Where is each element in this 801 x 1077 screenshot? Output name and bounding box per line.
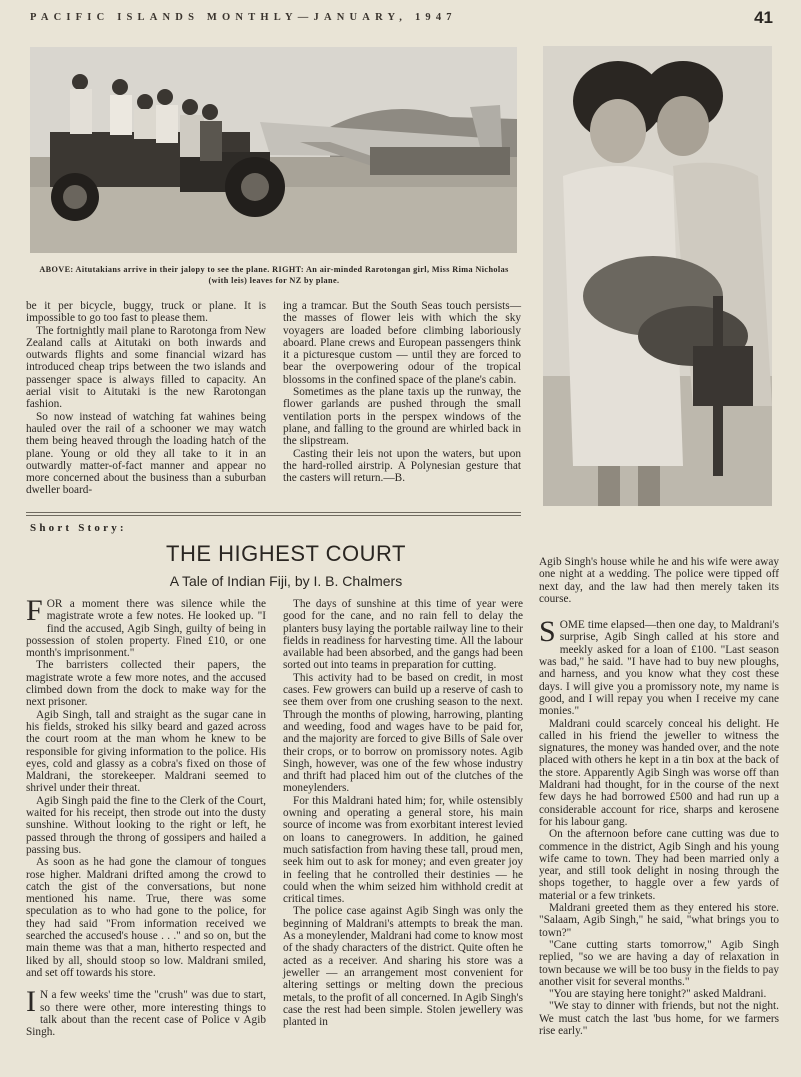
photo-caption: ABOVE: Aitutakians arrive in their jalopy to see the plane. RIGHT: An air-minded Rarotongan girl, Miss Rima Nicholas (with leis) leaves for NZ by plane.	[39, 265, 509, 285]
story-paragraph: Maldrani greeted them as they entered his store. "Salaam, Agib Singh," he said, "what brings you to town?"	[539, 902, 779, 939]
story-paragraph: N a few weeks' time the "crush" was due to start, so there were other, more interesting things to talk about than the recent case of Police v Agib Singh.	[26, 989, 266, 1039]
story-paragraph: Agib Singh, tall and straight as the sugar cane in his fields, stroked his silky beard and gazed across the court room at the man whom he knew to be responsible for giving information to the police. His eyes, cold and glassy as a cobra's fixed on those of Maldrani, the storekeeper. Maldrani seemed to shrivel under their threat.	[26, 708, 266, 795]
story-paragraph: As soon as he had gone the clamour of tongues rose higher. Maldrani drifted among the crowd to catch the gist of the conversations, but none mentioned his name. True, there was some speculation as to who had gone to the police, for they had said "From information received we searched the accused's house . . ." and so on, but the main theme was that a man, hitherto respected and liked by all, should stoop so low. Maldrani smiled, and set off towards his store.	[26, 856, 266, 979]
drop-cap: I	[26, 985, 36, 1019]
section-label: Short Story:	[30, 522, 127, 534]
drop-cap: F	[26, 594, 43, 627]
section-divider	[26, 515, 521, 516]
story-paragraph: On the afternoon before cane cutting was due to commence in the district, Agib Singh and his young wife came to town. They had been married only a year, and still took delight in nosing through the shops together, to haggle over a few yards of material or a few trinkets.	[539, 828, 779, 902]
story-paragraph: "You are staying here tonight?" asked Maldrani.	[549, 988, 767, 1001]
page-number: 41	[754, 8, 773, 27]
section-divider	[26, 512, 521, 513]
story-column-1	[26, 594, 266, 1039]
story-paragraph: This activity had to be based on credit, in most cases. Few growers can build up a reserve of cash to see them over from one crushing season to the next. Through the months of plowing, harrowing, planting and weeding, food and wages have to be paid for, and the majority are forced to give Bills of Sale over their crops, or to borrow on promissory notes. Agib Singh, however, was one of the few whose industry and thrift had placed him out of the clutches of the moneylenders.	[283, 671, 523, 795]
story-paragraph: Agib Singh paid the fine to the Clerk of the Court, waited for his receipt, then strode out into the dusty sunshine. Without looking to the right or left, he passed through the throng of gossipers and hailed a passing bus.	[26, 794, 266, 856]
rarotongan-girl-photo	[543, 46, 772, 506]
story-paragraph: "We stay to dinner with friends, but not the night. We must catch the last 'bus home, for we farmers rise early."	[539, 1000, 779, 1037]
drop-cap: S	[539, 615, 556, 649]
article-paragraph: ing a tramcar. But the South Seas touch persists—the masses of flower leis with which the sky voyagers are loaded before climbing laboriously aboard. Plane crews and European passengers think it a picturesque custom — until they are forced to bear the overpowering odour of the tropical blossoms in the confined space of the plane's cabin.	[283, 300, 521, 386]
story-paragraph: "Cane cutting starts tomorrow," Agib Singh replied, "so we are having a day of relaxation in town because we will be too busy in the fields to pay another visit for several months."	[539, 938, 779, 988]
story-column-2	[283, 598, 523, 1028]
magazine-header: PACIFIC ISLANDS MONTHLY—JANUARY, 1947	[30, 12, 457, 23]
story-paragraph: The barristers collected their papers, the magistrate wrote a few more notes, and the accused climbed down from the dock to make way for the next prisoner.	[26, 659, 266, 709]
story-paragraph: Agib Singh's house while he and his wife were away one night at a wedding. The police were tipped off next day, and the law had then merely taken its course.	[539, 556, 779, 605]
article-column-2	[283, 300, 521, 484]
article-paragraph: Casting their leis not upon the waters, but upon the hard-rolled airstrip. A Polynesian gesture that the casters will return.—B.	[283, 447, 521, 485]
article-column-1	[26, 300, 266, 497]
story-paragraph: OME time elapsed—then one day, to Maldrani's surprise, Agib Singh called at his store and meekly asked for a loan of £100. "Last season was bad," he said. "I have had to buy new ploughs, and harness, and you know what they cost these days. I will give you a promissory note, my name is good, and I will repay you when I receive my cane monies."	[539, 619, 779, 718]
story-paragraph: For this Maldrani hated him; for, while ostensibly owning and operating a general store, his main source of income was from exorbitant interest levied on loans to canegrowers. In addition, he gained much satisfaction from having these tall, proud men, seek him out to ask for money; and even greater joy in feeling that he controlled their destinies — he could when the whim seized him withhold credit at critical times.	[283, 794, 523, 906]
story-paragraph: Maldrani could scarcely conceal his delight. He called in his friend the jeweller to witness the signatures, the money was handed over, and the note placed with others he kept in a tin box at the back of the store. Apparently Agib Singh was worse off than Maldrani had thought, for in the course of the next few days he had borrowed £500 and had run up a considerable account for rice, sharps and kerosene for his labour gang.	[539, 717, 779, 828]
article-paragraph: Sometimes as the plane taxis up the runway, the flower garlands are pushed through the small ventilation ports in the perspex windows of the plane, and falling to the ground are whirled back in the slipstream.	[283, 386, 521, 448]
story-column-3	[539, 556, 779, 1037]
article-paragraph: be it per bicycle, buggy, truck or plane. It is impossible to go too fast to please them.	[26, 300, 266, 325]
article-paragraph: So now instead of watching fat wahines being hauled over the rail of a schooner we may watch them being heaved through the loading hatch of the plane. Young or old they all take to it in an outwardly matter-of-fact manner and appear no more concerned about the business than a suburban dweller board-	[26, 410, 266, 497]
story-subtitle: A Tale of Indian Fiji, by I. B. Chalmers	[169, 573, 403, 589]
story-paragraph: OR a moment there was silence while the magistrate wrote a few notes. He looked up. "I find the accused, Agib Singh, guilty of being in possession of stolen property. Fined £10, or one month's imprisonment."	[26, 598, 266, 660]
article-paragraph: The fortnightly mail plane to Rarotonga from New Zealand calls at Aitutaki on both inwards and outwards flights and some financial wizard has introduced cheap trips between the two islands and passenger space is always filled to capacity. An aerial visit to Aitutaki is the new Rarotongan fashion.	[26, 324, 266, 411]
story-title: THE HIGHEST COURT	[166, 541, 406, 566]
jalopy-photo	[30, 47, 517, 253]
story-paragraph: The days of sunshine at this time of year were good for the cane, and no rain fell to delay the planters busy laying the portable railway line to their fields in readiness for harvesting time. All the labour available had been absorbed, and the gangs had been sorted out into teams in preparation for cutting.	[283, 598, 523, 672]
story-paragraph: The police case against Agib Singh was only the beginning of Maldrani's attempts to break the man. As a moneylender, Maldrani had come to know most of the shady characters of the district. Quite often he acted as a receiver. And sharing his store was a jeweller — an arrangement most convenient for altering settings or melting down the precious metals, to the profit of all concerned. In Agib Singh's case the rest had been simple. Stolen jewellery was planted in	[283, 905, 523, 1029]
